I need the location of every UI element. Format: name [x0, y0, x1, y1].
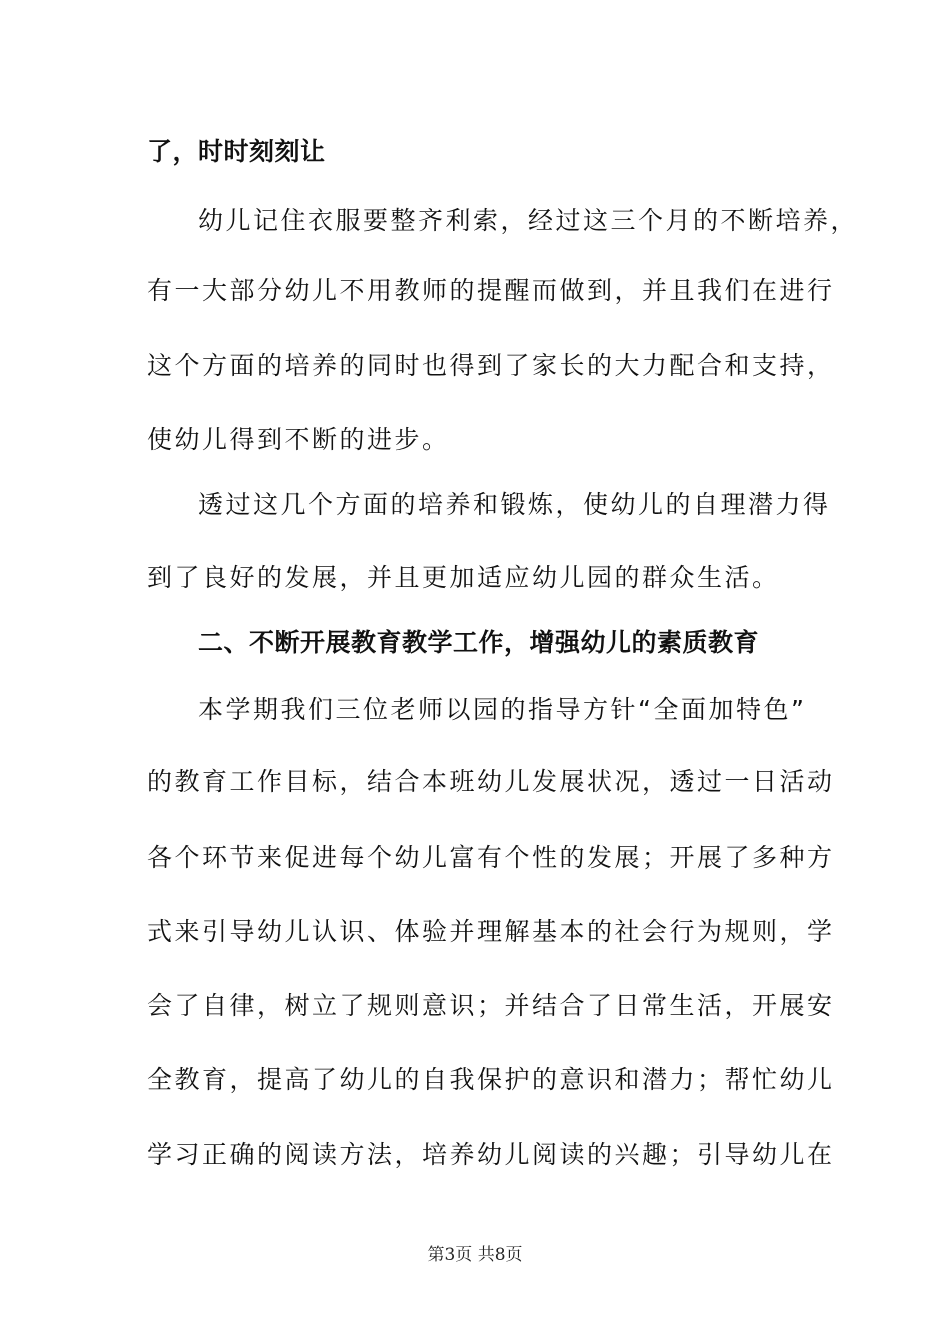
- paragraph-line: 学习正确的阅读方法，培养幼儿阅读的兴趣；引导幼儿在: [147, 1140, 835, 1169]
- page-number-footer: 第3页 共8页: [427, 1245, 523, 1265]
- paragraph-line: 的教育工作目标，结合本班幼儿发展状况，透过一日活动: [147, 767, 835, 796]
- paragraph-line: 式来引导幼儿认识、体验并理解基本的社会行为规则，学: [147, 917, 835, 946]
- section-heading: 二、不断开展教育教学工作，增强幼儿的素质教育: [198, 628, 760, 657]
- paragraph-line: 各个环节来促进每个幼儿富有个性的发展；开展了多种方: [147, 843, 835, 872]
- paragraph-line: 有一大部分幼儿不用教师的提醒而做到，并且我们在进行: [147, 276, 835, 305]
- paragraph-line: 透过这几个方面的培养和锻炼，使幼儿的自理潜力得: [198, 490, 831, 519]
- paragraph-line: 使幼儿得到不断的进步。: [147, 425, 450, 454]
- paragraph-line: 幼儿记住衣服要整齐利索，经过这三个月的不断培养，: [198, 206, 859, 235]
- paragraph-line: 本学期我们三位老师以园的指导方针“全面加特色”: [198, 695, 807, 724]
- paragraph-line: 了，时时刻刻让: [147, 137, 326, 166]
- paragraph-line: 这个方面的培养的同时也得到了家长的大力配合和支持，: [147, 351, 835, 380]
- paragraph-line: 到了良好的发展，并且更加适应幼儿园的群众生活。: [147, 563, 780, 592]
- paragraph-line: 全教育，提高了幼儿的自我保护的意识和潜力；帮忙幼儿: [147, 1065, 835, 1094]
- paragraph-line: 会了自律，树立了规则意识；并结合了日常生活，开展安: [147, 991, 835, 1020]
